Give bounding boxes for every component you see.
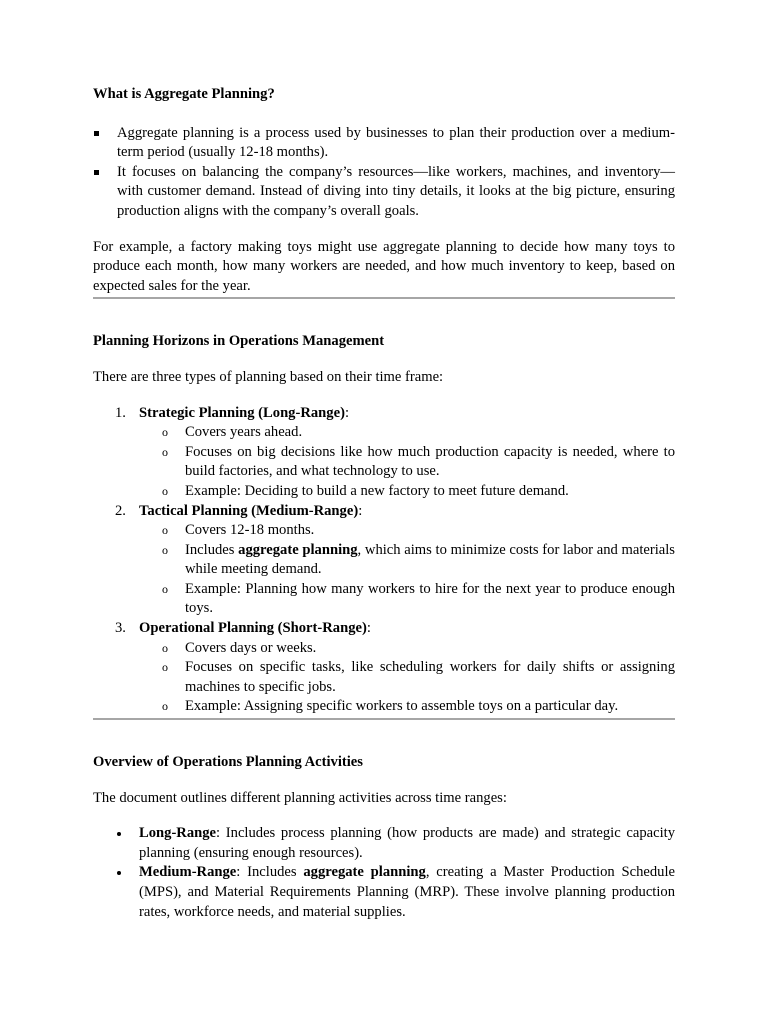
list-number: 1.	[115, 404, 126, 421]
range-label: Long-Range	[139, 825, 217, 842]
sub-item: o Covers years ahead.	[139, 423, 675, 443]
list-number: 3.	[115, 620, 126, 637]
sub-item: o Covers 12-18 months.	[139, 521, 675, 541]
sub-list	[139, 639, 675, 717]
sub-item: o Includes aggregate planning, which aims to minimize costs for labor and materials while meeting demand.	[139, 541, 675, 580]
range-label: Medium-Range	[139, 864, 237, 881]
operations-overview-intro: The document outlines different planning activities across time ranges:	[93, 789, 507, 806]
planning-horizons-intro: There are three types of planning based on their time frame:	[93, 368, 444, 385]
document-page	[93, 85, 675, 922]
aggregate-planning-bullets	[93, 124, 675, 222]
planning-types-list	[93, 404, 675, 718]
sub-item: o Example: Deciding to build a new factory to meet future demand.	[139, 482, 675, 502]
bold-term: aggregate planning	[238, 541, 358, 558]
sub-item: o Example: Planning how many workers to hire for the next year to produce enough toys.	[139, 580, 675, 619]
planning-type-title: Operational Planning (Short-Range)	[139, 620, 367, 637]
planning-type-title: Tactical Planning (Medium-Range)	[139, 502, 359, 519]
section-heading-planning-horizons: Planning Horizons in Operations Management	[93, 333, 385, 350]
sub-item: o Focuses on specific tasks, like scheduling workers for daily shifts or assigning machines to specific jobs.	[139, 658, 675, 697]
planning-type-tactical: 2. Tactical Planning (Medium-Range): o Covers 12-18 months. o Includes aggregate planning, which aims to minimize costs for labor and materials while meeting demand. o Example: Planning how many workers to hire for the next year to produce enough toys.	[93, 502, 675, 620]
list-number: 2.	[115, 502, 126, 519]
sub-item: o Covers days or weeks.	[139, 639, 675, 659]
sub-item: o Focuses on big decisions like how much production capacity is needed, where to build factories, and what technology to use.	[139, 443, 675, 482]
planning-type-operational: 3. Operational Planning (Short-Range): o Covers days or weeks. o Focuses on specific tasks, like scheduling workers for daily shifts or assigning machines to specific jobs. o Example: Assigning specific workers to assemble toys on a particular day.	[93, 619, 675, 717]
bold-term: aggregate planning	[303, 864, 426, 881]
section-heading-aggregate-planning: What is Aggregate Planning?	[93, 86, 275, 102]
sub-item: o Example: Assigning specific workers to assemble toys on a particular day.	[139, 697, 675, 717]
sub-list	[139, 423, 675, 501]
section-heading-operations-overview: Overview of Operations Planning Activities	[93, 754, 363, 771]
sub-list	[139, 521, 675, 619]
planning-type-title: Strategic Planning (Long-Range)	[139, 404, 345, 421]
planning-type-strategic: 1. Strategic Planning (Long-Range): o Covers years ahead. o Focuses on big decisions like how much production capacity is needed, where to build factories, and what technology to use. o Example: Deciding to build a new factory to meet future demand.	[93, 404, 675, 502]
planning-activities-list	[93, 824, 675, 922]
list-item: Long-Range: Includes process planning (how products are made) and strategic capacity planning (ensuring enough resources).	[93, 824, 675, 863]
example-paragraph: For example, a factory making toys might use aggregate planning to decide how many toys to produce each month, how many workers are needed, and how much inventory to keep, based on expected sales for the year.	[93, 238, 675, 294]
list-item: It focuses on balancing the company’s resources—like workers, machines, and inventory—with customer demand. Instead of diving into tiny details, it looks at the big picture, ensuring production aligns with the company’s overall goals.	[93, 163, 675, 222]
list-item: Aggregate planning is a process used by businesses to plan their production over a medium-term period (usually 12-18 months).	[93, 124, 675, 163]
list-item: Medium-Range: Includes aggregate planning, creating a Master Production Schedule (MPS), and Material Requirements Planning (MRP). These involve planning production rates, workforce needs, and material supplies.	[93, 863, 675, 922]
